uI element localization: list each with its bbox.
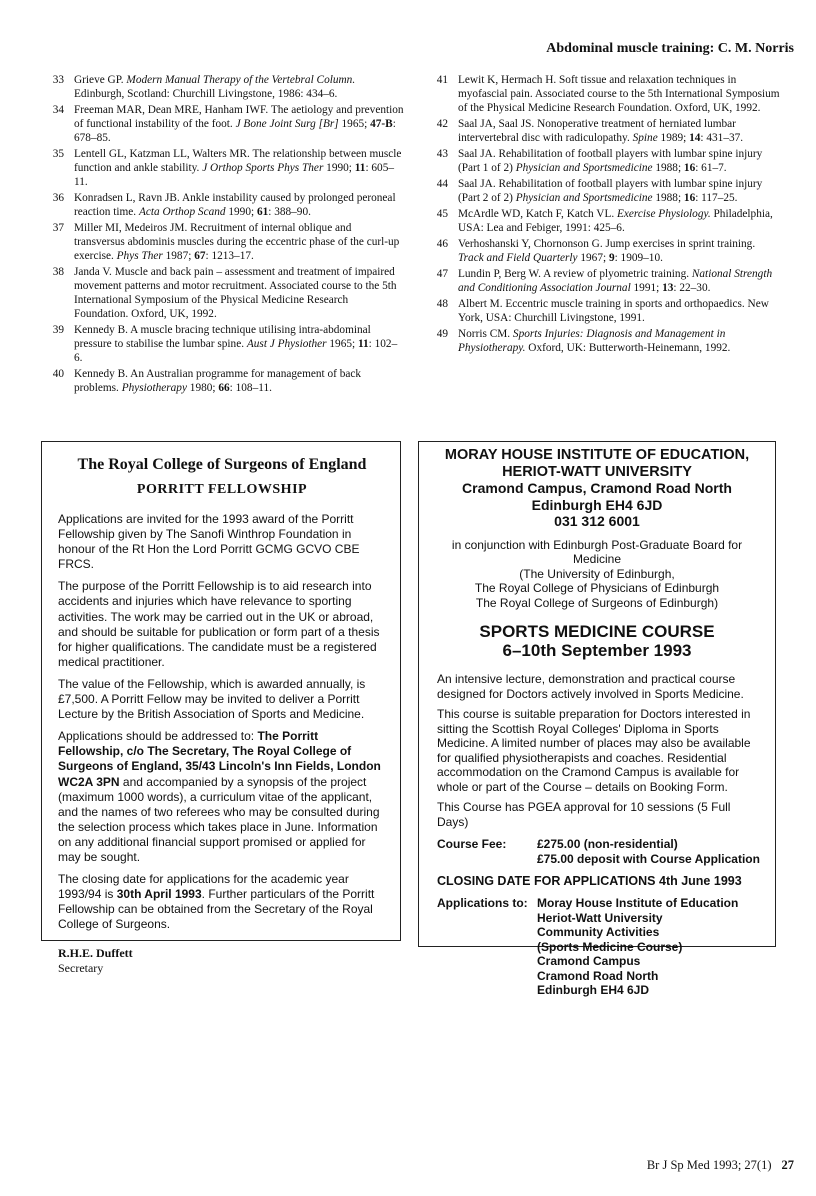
reference-journal: Spine — [632, 132, 658, 144]
reference-volume: 13 — [662, 282, 674, 294]
reference-text: Saal JA. Rehabilitation of football players with lumbar spine injury (Part 2 of 2) — [458, 178, 763, 204]
reference-text: Konradsen L, Ravn JB. Ankle instability caused by prolonged peroneal reaction time. — [74, 192, 396, 218]
fee-values — [537, 837, 760, 866]
reference-item — [42, 147, 404, 189]
porritt-paragraph: Applications are invited for the 1993 award of the Porritt Fellowship given by The Sanofi Winthrop Foundation in honour of the Rt Hon the Lord Porritt GCMG GCVO CBE FRCS. — [58, 512, 360, 572]
reference-text: 1980; — [186, 382, 219, 394]
conjunction-line: The Royal College of Physicians of Edinburgh — [474, 581, 720, 595]
porritt-subtitle: PORRITT FELLOWSHIP — [136, 482, 308, 497]
reference-number: 39 — [52, 324, 64, 336]
reference-text: 1990; — [323, 162, 355, 174]
reference-item — [426, 177, 782, 205]
reference-number: 46 — [436, 238, 448, 250]
reference-number: 36 — [52, 192, 64, 204]
sports-medicine-course-advert — [418, 441, 776, 997]
reference-text: Janda V. Muscle and back pain – assessment and treatment of impaired movement patterns and motor recruitment. Associated course to the 5th International Symposium of the Physical Medicine Research Foundation. Oxford, UK, 1992. — [74, 266, 397, 320]
reference-text: Verhoshanski Y, Chornonson G. Jump exercises in sprint training. — [458, 238, 756, 250]
reference-journal: Acta Orthop Scand — [138, 206, 226, 218]
reference-journal: Physiotherapy — [121, 382, 187, 394]
applications-address — [537, 896, 738, 998]
reference-number: 43 — [436, 148, 448, 160]
reference-text: Saal JA. Rehabilitation of football players with lumbar spine injury (Part 1 of 2) — [458, 148, 763, 174]
closing-date: 30th April 1993 — [116, 887, 202, 902]
reference-item — [426, 327, 782, 355]
reference-number: 44 — [436, 178, 448, 190]
reference-volume: 67 — [194, 250, 206, 262]
reference-journal: J Orthop Sports Phys Ther — [202, 162, 324, 174]
reference-pages: : 117–25. — [695, 192, 738, 204]
reference-item — [42, 103, 404, 145]
closing-date: CLOSING DATE FOR APPLICATIONS 4th June 1993 — [437, 874, 742, 888]
applications-address-line: Heriot-Watt University — [537, 910, 663, 925]
reference-text: Lundin P, Berg W. A review of plyometric training. — [458, 268, 692, 280]
porritt-paragraph: The purpose of the Porritt Fellowship is to aid research into accidents and injuries which have relevance to sporting activities. The work may be carried out in the UK or abroad, and should be suitable for publication or form part of a thesis for higher qualifications. The candidate must be a registered medical practitioner. — [58, 579, 380, 669]
reference-text: 1989; — [657, 132, 690, 144]
reference-number: 38 — [52, 266, 64, 278]
reference-number: 42 — [436, 118, 448, 130]
reference-text: 1988; — [652, 192, 684, 204]
reference-text: 1990; — [225, 206, 257, 218]
porritt-fellowship-advert — [41, 441, 401, 976]
reference-text: 1967; — [577, 252, 609, 264]
reference-item — [42, 265, 404, 321]
reference-pages: : 605–11. — [74, 162, 394, 188]
porritt-closing-paragraph — [58, 872, 386, 932]
moray-conjunction — [429, 538, 765, 611]
address-intro: Applications should be addressed to: — [58, 729, 258, 744]
reference-item — [42, 191, 404, 219]
reference-volume: 14 — [689, 132, 701, 144]
reference-item — [426, 147, 782, 175]
reference-item — [42, 323, 404, 365]
reference-number: 35 — [52, 148, 64, 160]
reference-pages: : 61–7. — [695, 162, 727, 174]
reference-journal: Track and Field Quarterly — [458, 252, 578, 264]
reference-text: 1965; — [326, 338, 358, 350]
reference-number: 49 — [436, 328, 448, 340]
reference-volume: 16 — [683, 162, 696, 174]
conjunction-line: The Royal College of Surgeons of Edinburgh) — [475, 595, 719, 610]
course-fee-row — [437, 837, 765, 866]
applications-address-line: Community Activities — [537, 925, 660, 939]
journal-citation: Br J Sp Med 1993; 27(1) — [646, 1158, 772, 1172]
reference-text: Oxford, UK: Butterworth-Heinemann, 1992. — [525, 342, 731, 354]
reference-text: Philadelphia, USA: Lea and Febiger, 1991: 425–6. — [458, 208, 773, 234]
reference-text: Edinburgh, Scotland: Churchill Livingstone, 1986: 434–6. — [74, 88, 338, 100]
reference-journal: Modern Manual Therapy of the Vertebral Column. — [126, 74, 356, 86]
course-title: SPORTS MEDICINE COURSE — [479, 622, 715, 641]
reference-volume: 47-B — [370, 118, 393, 130]
reference-pages: : 102–6. — [74, 338, 398, 364]
reference-number: 37 — [52, 222, 64, 234]
reference-pages: : 678–85. — [74, 118, 396, 144]
reference-journal: Phys Ther — [116, 250, 163, 262]
reference-text: 1988; — [652, 162, 684, 174]
reference-text: 1965; — [338, 118, 371, 130]
reference-pages: : 108–11. — [229, 382, 272, 394]
reference-volume: 16 — [683, 192, 696, 204]
reference-item — [42, 221, 404, 263]
applications-address-line: Edinburgh EH4 6JD — [537, 983, 650, 997]
reference-text: 1991; — [630, 282, 663, 294]
reference-journal: J Bone Joint Surg [Br] — [235, 118, 339, 130]
reference-volume: 9 — [608, 252, 615, 264]
reference-number: 41 — [436, 74, 448, 86]
reference-text: Miller MI, Medeiros JM. Recruitment of internal oblique and transversus abdominis muscles during the eccentric phase of the curl-up exercise. — [74, 222, 400, 262]
course-dates: 6–10th September 1993 — [502, 641, 692, 660]
fee-line: £275.00 (non-residential) — [537, 837, 678, 851]
porritt-signatory: R.H.E. Duffett — [58, 946, 133, 961]
reference-text: Saal JA, Saal JS. Nonoperative treatment of herniated lumbar intervertebral disc with radiculopathy. — [458, 118, 736, 144]
moray-phone: 031 312 6001 — [554, 513, 640, 529]
reference-pages: : 431–37. — [700, 132, 744, 144]
moray-address: Edinburgh EH4 6JD — [531, 496, 663, 513]
applications-row — [437, 896, 765, 998]
reference-pages: : 1213–17. — [205, 250, 254, 262]
fee-line: £75.00 deposit with Course Application — [537, 851, 760, 866]
running-head: Abdominal muscle training: C. M. Norris — [546, 41, 794, 56]
reference-number: 33 — [52, 74, 64, 86]
reference-volume: 61 — [256, 206, 269, 218]
reference-item — [42, 367, 404, 395]
course-paragraph: This Course has PGEA approval for 10 sessions (5 Full Days) — [437, 800, 731, 829]
reference-item — [426, 297, 782, 325]
reference-text: Grieve GP. — [74, 74, 127, 86]
reference-item — [426, 237, 782, 265]
reference-item — [42, 73, 404, 101]
reference-volume: 66 — [218, 382, 230, 394]
reference-journal: Aust J Physiother — [246, 338, 327, 350]
reference-number: 45 — [436, 208, 448, 220]
reference-number: 47 — [436, 268, 448, 280]
porritt-title: The Royal College of Surgeons of England — [77, 456, 367, 473]
fee-label: Course Fee: — [437, 837, 507, 851]
reference-text: McArdle WD, Katch F, Katch VL. — [458, 208, 617, 220]
reference-journal: Physician and Sportsmedicine — [515, 192, 653, 204]
reference-journal: Exercise Physiology. — [617, 208, 711, 220]
reference-journal: National Strength and Conditioning Association Journal — [458, 268, 773, 294]
applications-address-line: Cramond Road North — [537, 968, 659, 983]
reference-journal: Physician and Sportsmedicine — [515, 162, 653, 174]
closing-rest: . Further particulars of the Porritt Fellowship can be obtained from the Secretary of the Royal College of Surgeons. — [58, 887, 375, 932]
reference-volume: 11 — [357, 338, 369, 350]
reference-number: 34 — [52, 104, 64, 116]
applications-address-line: (Sports Medicine Course) — [537, 939, 683, 954]
page-number: 27 — [781, 1158, 794, 1172]
reference-text: Lentell GL, Katzman LL, Walters MR. The relationship between muscle function and ankle stability. — [74, 148, 402, 174]
reference-item — [426, 207, 782, 235]
page-footer — [647, 1158, 794, 1173]
reference-text: Lewit K, Hermach H. Soft tissue and relaxation techniques in myofascial pain. Associated course to the 5th International Symposium of the Physical Medicine Research Foundation. Oxford, UK, 1992. — [458, 74, 780, 114]
closing-intro: The closing date for applications for the academic year 1993/94 is — [58, 872, 349, 902]
reference-number: 40 — [52, 368, 64, 380]
reference-item — [426, 267, 782, 295]
reference-text: Norris CM. — [458, 328, 513, 340]
references-left-column — [42, 73, 404, 397]
applications-address-line: Moray House Institute of Education — [537, 896, 739, 910]
conjunction-line: in conjunction with Edinburgh Post-Graduate Board for Medicine — [451, 537, 743, 566]
reference-text: Kennedy B. A muscle bracing technique utilising intra-abdominal pressure to stabilise the lumbar spine. — [74, 324, 371, 350]
reference-number: 48 — [436, 298, 448, 310]
reference-text: Kennedy B. An Australian programme for management of back problems. — [74, 368, 362, 394]
porritt-signatory-role: Secretary — [58, 961, 104, 976]
address-rest: and accompanied by a synopsis of the project (maximum 1000 words), a curriculum vitae of the applicant, and the names of two referees who may be consulted during the selection process which takes place in June. Information on any additional financial support promised or applied for may be sought. — [58, 774, 380, 864]
applications-label: Applications to: — [437, 896, 528, 910]
references-right-column — [426, 73, 782, 357]
reference-pages: : 1909–10. — [614, 252, 663, 264]
reference-item — [426, 117, 782, 145]
reference-journal: Sports Injuries: Diagnosis and Management in Physiotherapy. — [458, 328, 726, 354]
reference-text: Freeman MAR, Dean MRE, Hanham IWF. The aetiology and prevention of functional instability of the foot. — [74, 104, 404, 130]
porritt-address-paragraph — [58, 729, 386, 865]
applications-address-line: Cramond Campus — [537, 954, 641, 968]
conjunction-line: (The University of Edinburgh, — [519, 566, 675, 581]
reference-item — [426, 73, 782, 115]
reference-volume: 11 — [354, 162, 366, 174]
moray-heading: HERIOT-WATT UNIVERSITY — [502, 463, 692, 480]
course-paragraph: This course is suitable preparation for Doctors interested in sitting the Scottish Royal Colleges' Diploma in Sports Medicine. A limited number of places may also be available for qualified physiotherapists and coaches. Residential accommodation on the Cramond Campus is available for whole or part of the Course – details on Booking Form. — [437, 707, 751, 794]
porritt-paragraph: The value of the Fellowship, which is awarded annually, is £7,500. A Porritt Fellow may be invited to deliver a Porritt Lecture by the British Association of Sports and Medicine. — [58, 676, 366, 722]
address-bold: The Porritt Fellowship, c/o The Secretary, The Royal College of Surgeons of England, 35/43 Lincoln's Inn Fields, London WC2A 3PN — [58, 729, 381, 789]
reference-pages: : 22–30. — [673, 282, 711, 294]
course-paragraph: An intensive lecture, demonstration and practical course designed for Doctors actively involved in Sports Medicine. — [437, 672, 744, 701]
reference-pages: : 388–90. — [268, 206, 311, 218]
moray-address: Cramond Campus, Cramond Road North — [462, 480, 732, 496]
reference-text: 1987; — [162, 250, 195, 262]
reference-text: Albert M. Eccentric muscle training in sports and orthopaedics. New York, USA: Churchill Livingstone, 1991. — [458, 298, 769, 324]
moray-heading: MORAY HOUSE INSTITUTE OF EDUCATION, — [444, 447, 750, 463]
